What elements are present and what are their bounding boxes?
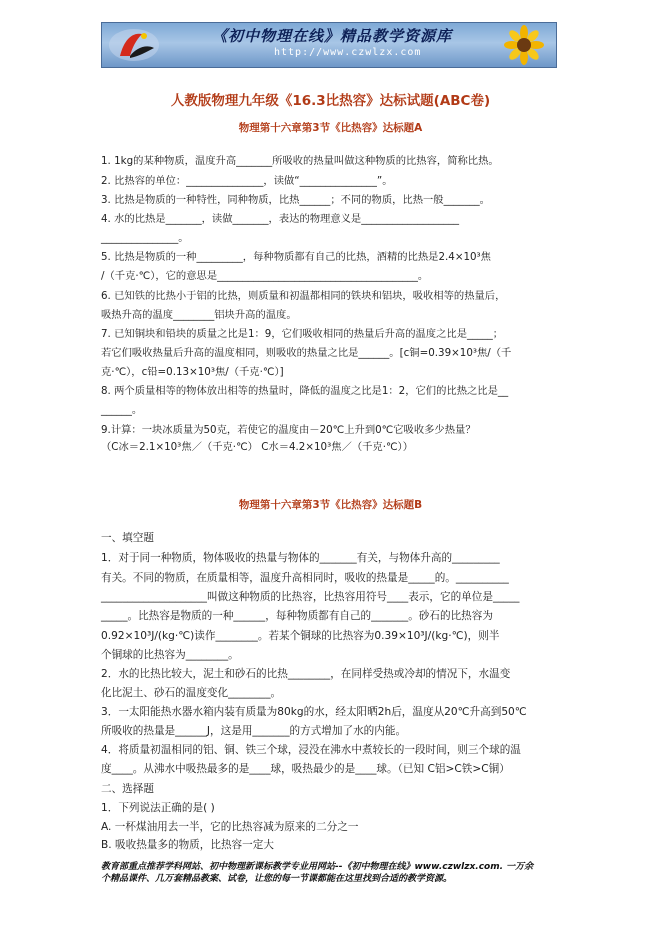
section-a-line: 若它们吸收热量后升高的温度相同，则吸收的热量之比是______。[c铜=0.39×10³焦/（千 <box>101 347 512 359</box>
section-a-line: ______。 <box>101 404 143 416</box>
site-logo <box>106 26 162 64</box>
site-banner <box>101 22 557 68</box>
section-a-line: _______________。 <box>101 232 189 244</box>
section-b-line: ____________________叫做这种物质的比热容，比热容用符号____表示，它的单位是_____ <box>101 591 520 603</box>
section-a-line: 2. 比热容的单位：_______________，读做“_______________”。 <box>101 175 393 187</box>
banner-title: 《初中物理在线》精品教学资源库 <box>212 27 453 45</box>
section-a-line: 7. 已知铜块和铅块的质量之比是1：9，它们吸收相同的热量后升高的温度之比是_____； <box>101 328 504 340</box>
section-b-line: 4．将质量初温相同的铝、铜、铁三个球，浸没在沸水中煮较长的一段时间，则三个球的温 <box>101 744 521 756</box>
section-b-line: 个铜球的比热容为________。 <box>101 649 239 661</box>
section-a-line: 5. 比热是物质的一种_________，每种物质都有自己的比热，酒精的比热是2.4×10³焦 <box>101 251 491 263</box>
section-a-heading: 物理第十六章第3节《比热容》达标题A <box>238 122 423 134</box>
section-b-line: 二、选择题 <box>101 783 154 795</box>
document-title: 人教版物理九年级《16.3比热容》达标试题(ABC卷) <box>170 93 491 109</box>
section-b-line: 2．水的比热比较大，泥土和砂石的比热________，在同样受热或冷却的情况下，水温变 <box>101 668 511 680</box>
section-b-line: 所吸收的热量是______J，这是用_______的方式增加了水的内能。 <box>101 725 407 737</box>
banner-url[interactable]: http://www.czwlzx.com <box>274 47 422 58</box>
section-a-line: 1. 1kg的某种物质，温度升高_______所吸收的热量叫做这种物质的比热容，简称比热。 <box>101 155 499 167</box>
footer-line-2: 个精品课件、几万套精品教案、试卷，让您的每一节课都能在这里找到合适的教学资源。 <box>101 874 453 884</box>
section-b-line: 0.92×10³J/(kg·℃)读作________。若某个铜球的比热容为0.39×10³J/(kg·℃)，则半 <box>101 630 500 642</box>
section-a-line: 9.计算：一块冰质量为50克，若使它的温度由－20℃上升到0℃它吸收多少热量？ <box>101 424 476 436</box>
section-a-line: /（千克·℃），它的意思是_______________________________________。 <box>101 270 429 282</box>
section-a-line: 吸热升高的温度________铝块升高的温度。 <box>101 309 297 321</box>
section-b-line: 3．一太阳能热水器水箱内装有质量为80kg的水，经太阳晒2h后，温度从20℃升高到50℃ <box>101 706 527 718</box>
section-b-line: 度____。从沸水中吸热最多的是____球，吸热最少的是____球。（已知 C铝>C铁>C铜） <box>101 763 510 775</box>
section-b-line: 1．对于同一种物质，物体吸收的热量与物体的_______有关，与物体升高的_________ <box>101 552 500 564</box>
section-a-line: 3. 比热是物质的一种特性，同种物质，比热______；不同的物质，比热一般_______。 <box>101 194 490 206</box>
section-b-line: A. 一杯煤油用去一半，它的比热容减为原来的二分之一 <box>101 821 359 833</box>
section-b-heading: 物理第十六章第3节《比热容》达标题B <box>238 499 423 511</box>
section-b-line: 1．下列说法正确的是( ) <box>101 802 215 814</box>
section-a-line: 4. 水的比热是_______，读做_______，表达的物理意义是___________________ <box>101 213 460 225</box>
section-a-line: 8. 两个质量相等的物体放出相等的热量时，降低的温度之比是1：2，它们的比热之比是__ <box>101 385 509 397</box>
section-b-line: B. 吸收热量多的物质，比热容一定大 <box>101 839 274 851</box>
section-a-line: （C冰＝2.1×10³焦／（千克·℃） C水＝4.2×10³焦／（千克·℃）） <box>101 441 413 453</box>
section-b-line: _____。比热容是物质的一种______，每种物质都有自己的_______。砂石的比热容为 <box>101 610 493 622</box>
section-b-line: 化比泥土、砂石的温度变化________。 <box>101 687 282 699</box>
section-b-line: 一、填空题 <box>101 532 154 544</box>
footer-line-1: 教育部重点推荐学科网站、初中物理新课标教学专业用网站--《初中物理在线》www.czwlzx.com. 一万余 <box>101 862 534 872</box>
section-b-line: 有关。不同的物质，在质量相等，温度升高相同时，吸收的热量是_____的。__________ <box>101 572 509 584</box>
section-a-line: 6. 已知铁的比热小于铝的比热，则质量和初温都相同的铁块和铝块，吸收相等的热量后， <box>101 290 506 302</box>
section-a-line: 克·℃），c铅=0.13×10³焦/（千克·℃）] <box>101 366 284 378</box>
sunflower-icon <box>494 25 550 65</box>
